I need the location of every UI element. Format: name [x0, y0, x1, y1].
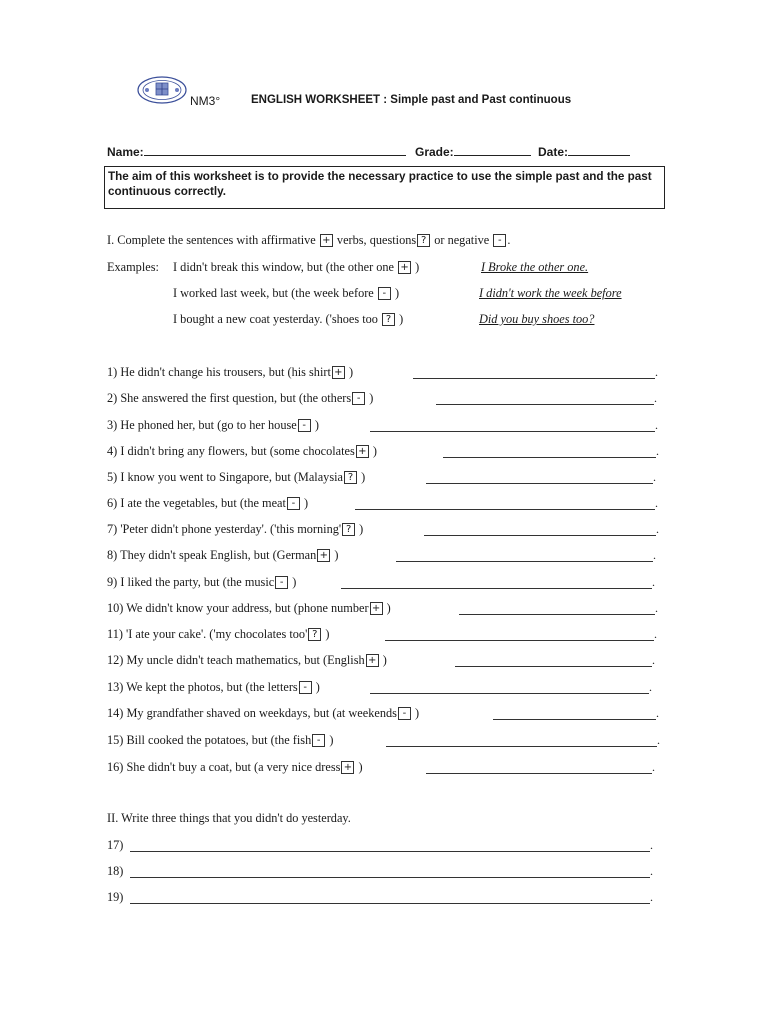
answer-line[interactable]: [355, 509, 655, 510]
exercise-item: 8) They didn't speak English, but (German + ): [107, 548, 339, 562]
answer-line[interactable]: [459, 614, 655, 615]
exercise-item: 5) I know you went to Singapore, but (Malaysia ? ): [107, 470, 366, 484]
answer-line[interactable]: [370, 431, 655, 432]
answer-line[interactable]: [130, 903, 650, 904]
answer-line[interactable]: [396, 561, 653, 562]
example-sentence: I worked last week, but (the week before - ): [173, 286, 400, 300]
exercise-item: 10) We didn't know your address, but (phone number + ): [107, 601, 391, 615]
exercise-item: 13) We kept the photos, but (the letters - ): [107, 680, 320, 694]
minus-symbol-box: -: [493, 234, 506, 247]
answer-line[interactable]: [130, 877, 650, 878]
example-answer: I Broke the other one.: [481, 260, 589, 274]
school-crest-logo: [137, 76, 187, 104]
answer-line[interactable]: [385, 640, 654, 641]
level-label: NM3°: [190, 94, 221, 108]
answer-line[interactable]: [370, 693, 649, 694]
answer-line[interactable]: [436, 404, 654, 405]
exercise-item: 2) She answered the first question, but (the others - ): [107, 391, 374, 405]
answer-line[interactable]: [386, 746, 657, 747]
question-symbol-box: ?: [417, 234, 430, 247]
list-item-label: 17): [107, 838, 124, 852]
answer-line[interactable]: [413, 378, 655, 379]
answer-line[interactable]: [426, 773, 652, 774]
worksheet-title: ENGLISH WORKSHEET : Simple past and Past continuous: [251, 94, 572, 106]
plus-symbol-box: +: [320, 234, 333, 247]
exercise-item: 16) She didn't buy a coat, but (a very nice dress + ): [107, 760, 363, 774]
aim-text: The aim of this worksheet is to provide the necessary practice to use the simple past and the past continuous correctly.: [108, 170, 652, 198]
example-sentence: I bought a new coat yesterday. ('shoes too ? ): [173, 312, 404, 326]
grade-field: Grade:: [415, 144, 531, 159]
answer-line[interactable]: [455, 666, 652, 667]
exercise-item: 14) My grandfather shaved on weekdays, but (at weekends - ): [107, 706, 420, 720]
exercise-item: 9) I liked the party, but (the music - ): [107, 575, 297, 589]
example-answer: Did you buy shoes too?: [479, 312, 595, 326]
section2-instruction: II. Write three things that you didn't do yesterday.: [107, 811, 351, 825]
list-item-label: 19): [107, 890, 124, 904]
answer-line[interactable]: [341, 588, 652, 589]
section1-instruction: I. Complete the sentences with affirmative + verbs, questions ? or negative - .: [107, 233, 511, 247]
exercise-item: 15) Bill cooked the potatoes, but (the fish - ): [107, 733, 334, 747]
list-item-label: 18): [107, 864, 124, 878]
answer-line[interactable]: [443, 457, 656, 458]
answer-line[interactable]: [493, 719, 656, 720]
example-answer: I didn't work the week before: [479, 286, 622, 300]
date-field: Date:: [538, 144, 630, 159]
answer-line[interactable]: [130, 851, 650, 852]
example-sentence: I didn't break this window, but (the other one + ): [173, 260, 420, 274]
aim-box: [104, 166, 665, 209]
answer-line[interactable]: [424, 535, 656, 536]
examples-label: Examples:: [107, 260, 159, 274]
exercise-item: 4) I didn't bring any flowers, but (some chocolates + ): [107, 444, 377, 458]
exercise-item: 7) 'Peter didn't phone yesterday'. ('this morning' ? ): [107, 522, 364, 536]
answer-line[interactable]: [426, 483, 653, 484]
exercise-item: 11) 'I ate your cake'. ('my chocolates too' ? ): [107, 627, 330, 641]
name-field: Name:: [107, 144, 406, 159]
exercise-item: 3) He phoned her, but (go to her house - ): [107, 418, 319, 432]
exercise-item: 1) He didn't change his trousers, but (his shirt + ): [107, 365, 354, 379]
exercise-item: 12) My uncle didn't teach mathematics, but (English + ): [107, 653, 387, 667]
exercise-item: 6) I ate the vegetables, but (the meat - ): [107, 496, 309, 510]
